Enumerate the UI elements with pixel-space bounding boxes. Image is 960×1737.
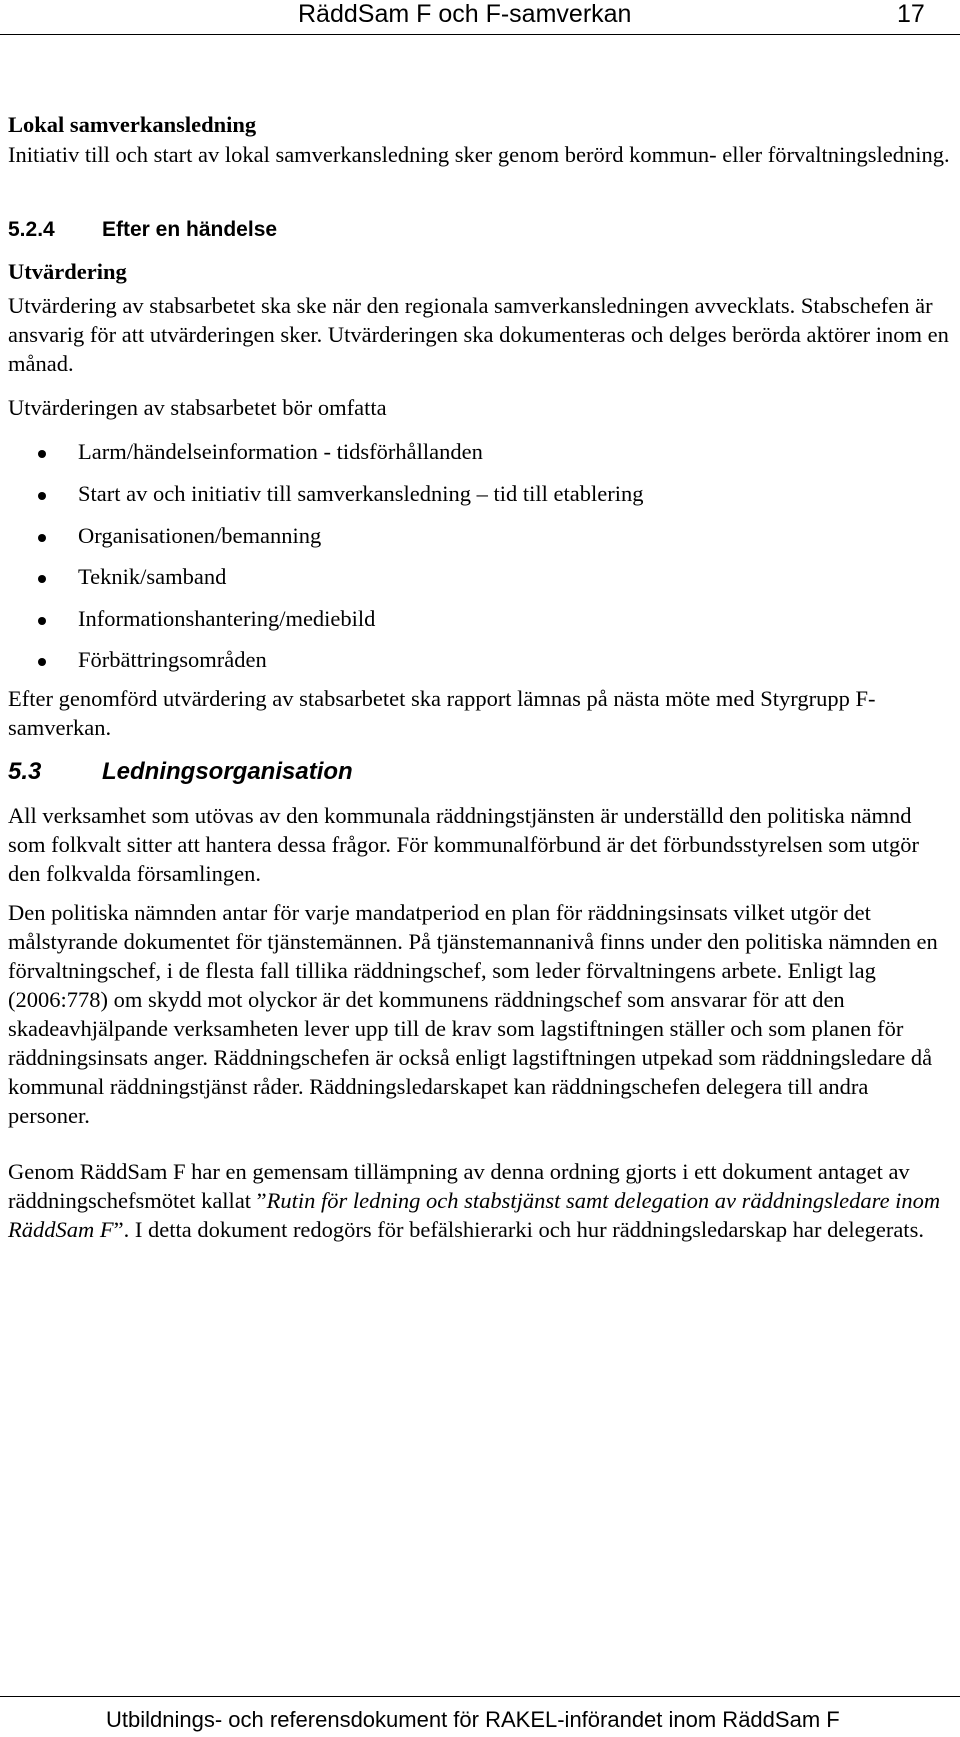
list-item-text: Start av och initiativ till samverkansledning – tid till etablering (78, 481, 644, 506)
list-item (0, 604, 960, 636)
list-item-text: Teknik/samband (78, 564, 227, 589)
bullet-icon (38, 534, 46, 542)
subsection-number: 5.2.4 (8, 218, 55, 241)
list-item (0, 645, 960, 677)
subsection-title: Efter en händelse (102, 218, 278, 241)
page-number: 17 (897, 0, 925, 28)
bullet-icon (38, 575, 46, 583)
p3-text-after: ”. I detta dokument redogörs för befälshierarki och hur räddningsledarskap har delegerats. (113, 1217, 924, 1242)
bullet-icon (38, 450, 46, 458)
local-paragraph: Initiativ till och start av lokal samverkansledning sker genom berörd kommun- eller förvaltningsledning. (8, 142, 950, 167)
list-item-text: Förbättringsområden (78, 647, 267, 672)
body-paragraph-1: All verksamhet som utövas av den kommunala räddningstjänsten är underställd den politiska nämnd som folkvalt sitter att hantera dessa frågor. För kommunalförbund är det förbundsstyrelsen som utgör den folkvalda församlingen. (8, 803, 920, 886)
evaluation-intro: Utvärderingen av stabsarbetet bör omfatta (8, 395, 387, 420)
evaluation-after-paragraph: Efter genomförd utvärdering av stabsarbetet ska rapport lämnas på nästa möte med Styrgrupp F-samverkan. (8, 686, 876, 740)
section-title: Ledningsorganisation (102, 758, 353, 785)
body-paragraph-3 (8, 1157, 952, 1244)
running-footer (0, 1696, 960, 1737)
bullet-icon (38, 492, 46, 500)
p3-text-before: Genom RäddSam F har en gemensam tillämpning av denna ordning gjorts i ett dokument antaget av räddningschefsmötet kallat ” (8, 1159, 910, 1213)
section-number: 5.3 (8, 758, 42, 785)
section-heading (8, 757, 952, 786)
list-item (0, 521, 960, 553)
footer-text: Utbildnings- och referensdokument för RAKEL-införandet inom RäddSam F (106, 1707, 840, 1732)
running-header (0, 0, 960, 35)
list-item-text: Larm/händelseinformation - tidsförhållanden (78, 439, 483, 464)
list-item-text: Informationshantering/mediebild (78, 606, 376, 631)
bullet-icon (38, 658, 46, 666)
bullet-icon (38, 617, 46, 625)
subsection-heading (8, 215, 952, 244)
list-item (0, 437, 960, 469)
list-item (0, 479, 960, 511)
evaluation-heading: Utvärdering (8, 259, 127, 284)
header-title: RäddSam F och F-samverkan (298, 0, 632, 28)
list-item-text: Organisationen/bemanning (78, 523, 322, 548)
body-paragraph-2: Den politiska nämnden antar för varje mandatperiod en plan för räddningsinsats vilket utgör det målstyrande dokumentet för tjänstemännen. På tjänstemannanivå finns under den politiska nämnden en förvaltningschef, i de flesta fall tillika räddningschef, som leder förvaltningens arbete. Enligt lag (2006:778) om skydd mot olyckor är det kommunens räddningschef som ansvarar för att den skadeavhjälpande verksamheten lever upp till de krav som lagstiftningen ställer och som planen för räddningsinsats anger. Räddningschefen är också enligt lagstiftningen utpekad som räddningsledare då kommunal räddningstjänst råder. Räddningsledarskapet kan räddningschefen delegera till andra personer. (8, 900, 938, 1128)
document-title-reference: Rutin för ledning och stabstjänst samt delegation av räddningsledare inom RäddSam F (8, 1188, 941, 1242)
local-heading: Lokal samverkansledning (8, 112, 257, 137)
list-item (0, 562, 960, 594)
evaluation-paragraph: Utvärdering av stabsarbetet ska ske när den regionala samverkansledningen avvecklats. Stabschefen är ansvarig för att utvärderingen sker. Utvärderingen ska dokumenteras och delges berörda aktörer inom en månad. (8, 293, 949, 376)
